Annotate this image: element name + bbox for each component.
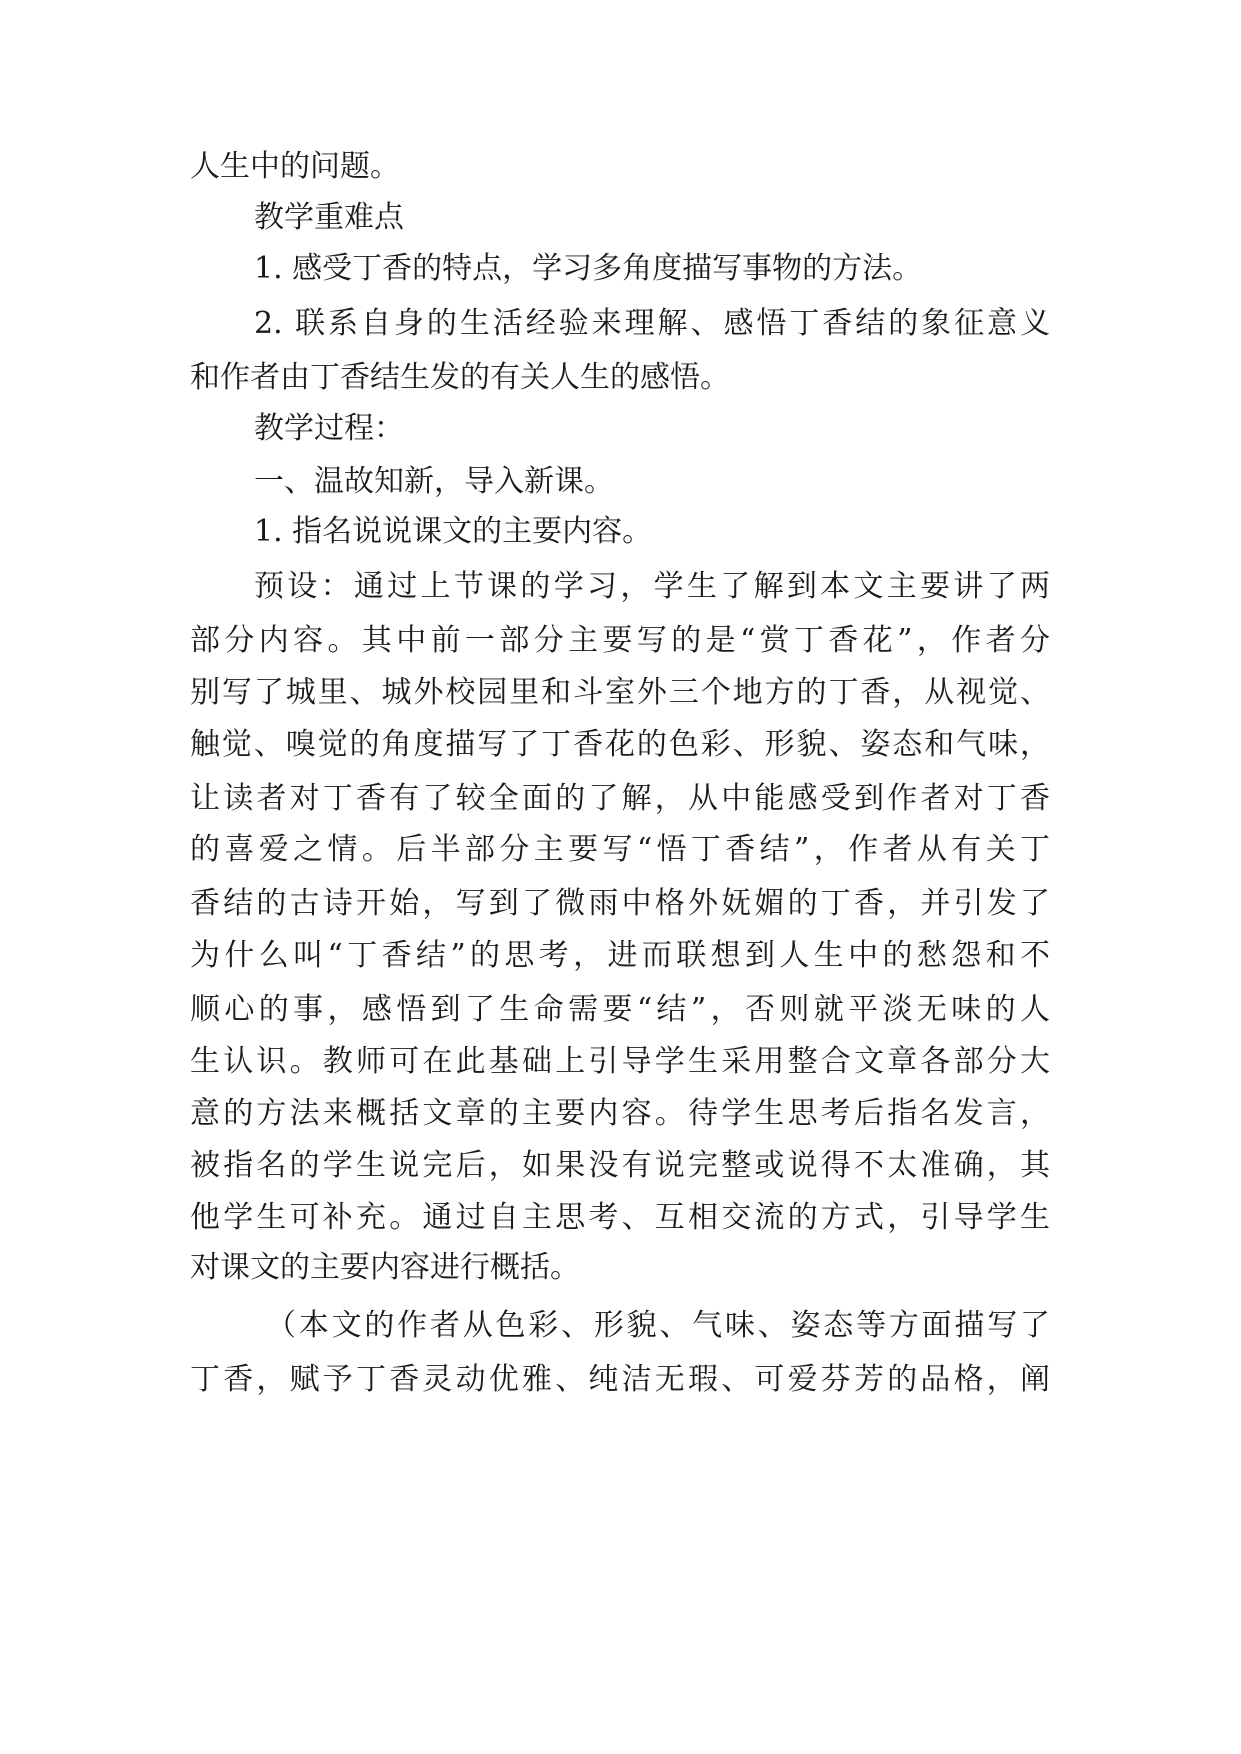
text-line-10: 部分内容。其中前一部分主要写的是“赏丁香花”，作者分 — [190, 623, 1050, 658]
text-line-11: 别写了城里、城外校园里和斗室外三个地方的丁香，从视觉、 — [190, 675, 1050, 710]
text-line-13: 让读者对丁香有了较全面的了解，从中能感受到作者对丁香 — [190, 781, 1050, 816]
text-line-5: 和作者由丁香结生发的有关人生的感悟。 — [190, 360, 730, 395]
objective-item-1: 1. 感受丁香的特点，学习多角度描写事物的方法。 — [254, 251, 923, 286]
text-line-15: 香结的古诗开始，写到了微雨中格外妩媚的丁香，并引发了 — [190, 886, 1050, 921]
text-line-12: 触觉、嗅觉的角度描写了丁香花的色彩、形貌、姿态和气味， — [190, 727, 1050, 762]
heading-teaching-process: 教学过程： — [254, 411, 404, 446]
text-line-22: 对课文的主要内容进行概括。 — [190, 1250, 580, 1285]
text-line-9: 预设：通过上节课的学习，学生了解到本文主要讲了两 — [254, 569, 1050, 604]
text-line-20: 被指名的学生说完后，如果没有说完整或说得不太准确，其 — [190, 1148, 1050, 1183]
text-line-14: 的喜爱之情。后半部分主要写“悟丁香结”，作者从有关丁 — [190, 832, 1050, 867]
heading-key-difficulties: 教学重难点 — [254, 200, 404, 235]
text-line-16: 为什么叫“丁香结”的思考，进而联想到人生中的愁怨和不 — [190, 938, 1050, 973]
text-line-1: 人生中的问题。 — [190, 149, 400, 184]
text-line-19: 意的方法来概括文章的主要内容。待学生思考后指名发言， — [190, 1096, 1050, 1131]
objective-item-2: 2. 联系自身的生活经验来理解、感悟丁香结的象征意义 — [254, 306, 1050, 341]
text-line-23: （本文的作者从色彩、形貌、气味、姿态等方面描写了 — [266, 1308, 1050, 1343]
step-item-1: 1. 指名说说课文的主要内容。 — [254, 514, 653, 549]
text-line-18: 生认识。教师可在此基础上引导学生采用整合文章各部分大 — [190, 1044, 1050, 1079]
text-line-17: 顺心的事，感悟到了生命需要“结”，否则就平淡无味的人 — [190, 992, 1050, 1027]
section-heading-1: 一、温故知新，导入新课。 — [254, 464, 614, 499]
text-line-21: 他学生可补充。通过自主思考、互相交流的方式，引导学生 — [190, 1200, 1050, 1235]
text-line-24: 丁香，赋予丁香灵动优雅、纯洁无瑕、可爱芬芳的品格，阐 — [190, 1362, 1050, 1397]
